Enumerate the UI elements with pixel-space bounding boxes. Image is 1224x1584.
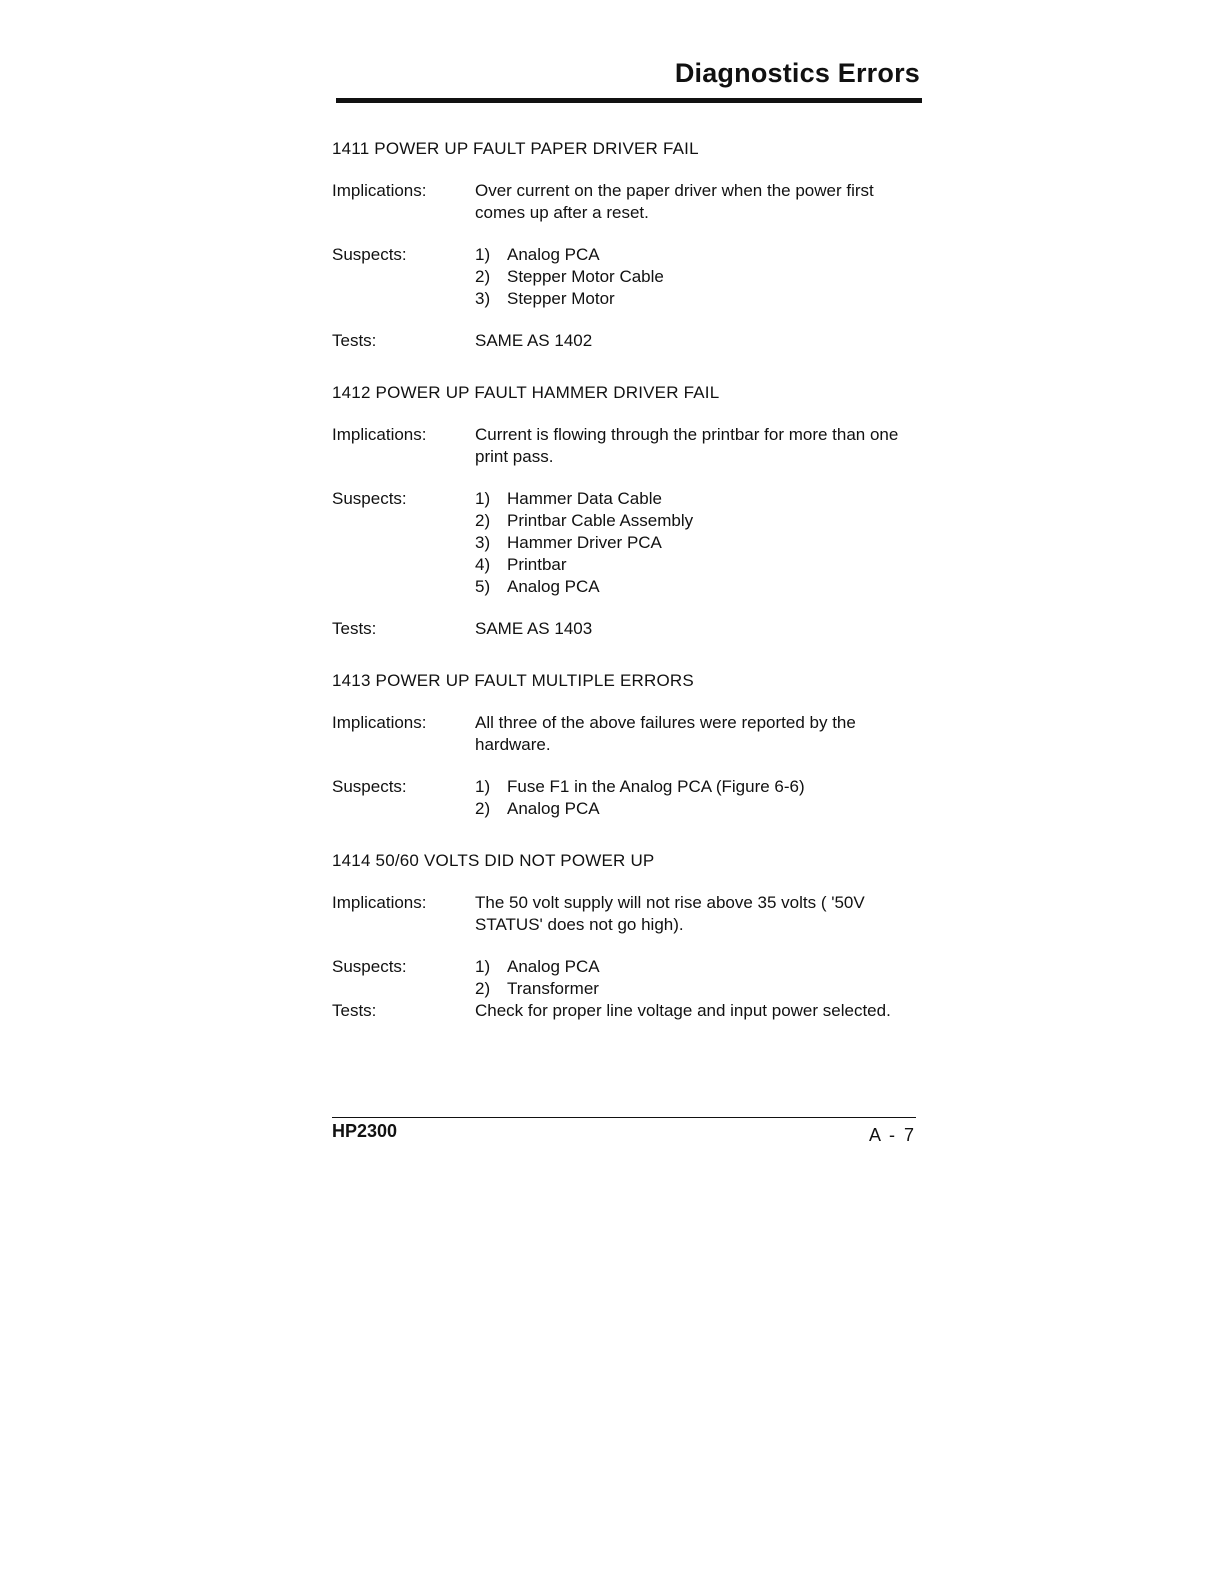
- tests-label: Tests:: [332, 1001, 377, 1020]
- suspect-number: 2): [475, 979, 491, 998]
- title-rule: [336, 98, 922, 103]
- suspect-text: Fuse F1 in the Analog PCA (Figure 6-6): [507, 777, 805, 796]
- suspect-item: [475, 532, 922, 554]
- error-entry-1414: [332, 850, 922, 1022]
- implications-label: Implications:: [332, 713, 427, 732]
- suspects-list: [475, 488, 922, 598]
- suspects-label: Suspects:: [332, 245, 407, 264]
- implications-label: Implications:: [332, 893, 427, 912]
- implications-text: The 50 volt supply will not rise above 35 volts ( '50V STATUS' does not go high).: [475, 893, 865, 934]
- suspect-item: [475, 956, 922, 978]
- suspect-text: Analog PCA: [507, 799, 600, 818]
- suspects-row: [332, 244, 922, 310]
- suspect-text: Hammer Data Cable: [507, 489, 662, 508]
- page-number: A - 7: [868, 1125, 916, 1145]
- suspect-number: 2): [475, 511, 491, 530]
- suspect-item: [475, 776, 922, 798]
- suspect-item: [475, 266, 922, 288]
- suspect-number: 3): [475, 289, 491, 308]
- suspect-item: [475, 554, 922, 576]
- implications-text: Current is flowing through the printbar for more than one print pass.: [475, 425, 899, 466]
- suspects-list: [475, 776, 922, 820]
- suspect-number: 2): [475, 267, 491, 286]
- suspect-text: Analog PCA: [507, 245, 600, 264]
- footer-rule: [332, 1117, 916, 1118]
- suspects-label: Suspects:: [332, 957, 407, 976]
- suspect-text: Stepper Motor: [507, 289, 615, 308]
- suspect-number: 3): [475, 533, 491, 552]
- suspect-text: Printbar: [507, 555, 567, 574]
- implications-row: [332, 180, 922, 224]
- entry-heading: 1412 POWER UP FAULT HAMMER DRIVER FAIL: [332, 383, 720, 402]
- suspect-text: Analog PCA: [507, 957, 600, 976]
- suspect-number: 1): [475, 777, 491, 796]
- error-entry-1411: [332, 138, 922, 352]
- suspect-number: 4): [475, 555, 491, 574]
- suspect-text: Hammer Driver PCA: [507, 533, 662, 552]
- implications-row: [332, 712, 922, 756]
- footer-model: HP2300: [332, 1121, 398, 1141]
- suspect-number: 1): [475, 957, 491, 976]
- suspects-row: [332, 488, 922, 598]
- suspects-label: Suspects:: [332, 777, 407, 796]
- suspect-number: 2): [475, 799, 491, 818]
- suspect-item: [475, 576, 922, 598]
- suspects-row: [332, 956, 922, 1000]
- tests-text: SAME AS 1403: [475, 619, 593, 638]
- tests-text: Check for proper line voltage and input power selected.: [475, 1001, 891, 1020]
- error-entry-1412: [332, 382, 922, 640]
- entry-heading: 1413 POWER UP FAULT MULTIPLE ERRORS: [332, 671, 694, 690]
- suspect-item: [475, 488, 922, 510]
- tests-row: [332, 1000, 922, 1022]
- tests-label: Tests:: [332, 331, 377, 350]
- suspect-number: 5): [475, 577, 491, 596]
- implications-label: Implications:: [332, 181, 427, 200]
- entry-heading: 1411 POWER UP FAULT PAPER DRIVER FAIL: [332, 139, 699, 158]
- tests-label: Tests:: [332, 619, 377, 638]
- tests-row: [332, 330, 922, 352]
- page-title: Diagnostics Errors: [674, 58, 920, 88]
- suspect-text: Analog PCA: [507, 577, 600, 596]
- implications-row: [332, 892, 922, 936]
- suspects-row: [332, 776, 922, 820]
- error-entries: [332, 138, 922, 1052]
- suspects-list: [475, 956, 922, 1000]
- suspect-text: Transformer: [507, 979, 599, 998]
- suspects-list: [475, 244, 922, 310]
- suspect-item: [475, 978, 922, 1000]
- suspect-item: [475, 244, 922, 266]
- suspect-text: Stepper Motor Cable: [507, 267, 664, 286]
- tests-text: SAME AS 1402: [475, 331, 593, 350]
- implications-label: Implications:: [332, 425, 427, 444]
- suspect-item: [475, 510, 922, 532]
- suspect-text: Printbar Cable Assembly: [507, 511, 694, 530]
- entry-heading: 1414 50/60 VOLTS DID NOT POWER UP: [332, 851, 655, 870]
- implications-row: [332, 424, 922, 468]
- error-entry-1413: [332, 670, 922, 820]
- implications-text: All three of the above failures were reported by the hardware.: [475, 713, 856, 754]
- tests-row: [332, 618, 922, 640]
- implications-text: Over current on the paper driver when the power first comes up after a reset.: [475, 181, 874, 222]
- suspects-label: Suspects:: [332, 489, 407, 508]
- suspect-number: 1): [475, 489, 491, 508]
- suspect-number: 1): [475, 245, 491, 264]
- suspect-item: [475, 798, 922, 820]
- suspect-item: [475, 288, 922, 310]
